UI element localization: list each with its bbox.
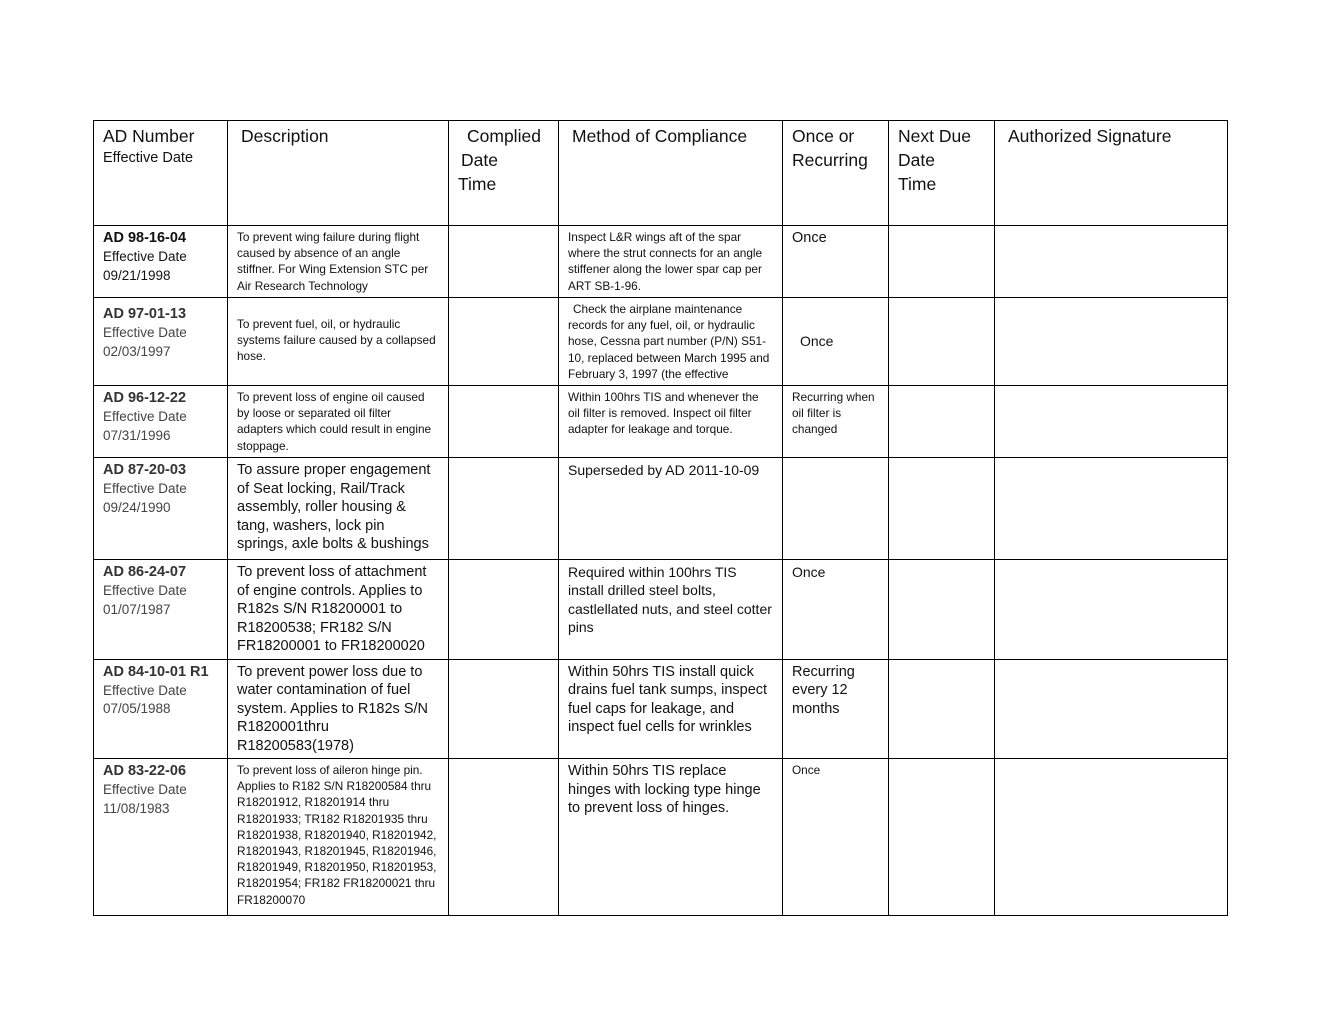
effective-date-label: Effective Date [103,409,187,425]
once-recurring-cell: Recurring every 12 months [783,659,889,759]
description-cell: To prevent loss of aileron hinge pin. Applies to R182 S/N R18200584 thru R18201912, R18201914 thru R18201933; TR182 R18201935 thru R18201938, R18201940, R18201942, R18201943, R18201945, R18201946, R18201949, R18201950, R18201953, R18201954; FR182 FR18200021 thru FR18200070 [228,759,449,916]
ad-number-cell [94,560,228,660]
method-cell: Within 50hrs TIS replace hinges with locking type hinge to prevent loss of hinges. [559,759,783,916]
description-cell: To prevent loss of engine oil caused by loose or separated oil filter adapters which could result in engine stoppage. [228,386,449,458]
header-next-due [889,121,995,226]
effective-date: 07/31/1996 [103,427,171,443]
next-due-cell[interactable] [889,560,995,660]
effective-date-label: Effective Date [103,782,187,798]
effective-date-label: Effective Date [103,249,187,264]
method-cell: Check the airplane maintenance records for any fuel, oil, or hydraulic hose, Cessna part number (P/N) S51-10, replaced between March 1995 and February 3, 1997 (the effective [559,298,783,386]
signature-cell[interactable] [995,386,1228,458]
header-complied-label: Complied [467,126,541,146]
complied-cell[interactable] [449,226,559,298]
ad-number: AD 87-20-03 [103,462,187,479]
ad-number-cell [94,226,228,298]
ad-number-cell [94,759,228,916]
effective-date: 01/07/1987 [103,601,171,617]
header-effective-date-label: Effective Date [103,150,194,166]
complied-cell[interactable] [449,659,559,759]
ad-number: AD 98-16-04 [103,230,187,246]
header-once-label: Once or [792,126,855,146]
header-complied [449,121,559,226]
next-due-cell[interactable] [889,659,995,759]
header-ad-number-label: AD Number [103,126,195,146]
effective-date: 09/21/1998 [103,267,171,283]
complied-cell[interactable] [449,298,559,386]
method-cell: Within 100hrs TIS and whenever the oil filter is removed. Inspect oil filter adapter for leakage and torque. [559,386,783,458]
header-next-due-label: Next Due [898,126,971,146]
effective-date: 09/24/1990 [103,499,171,515]
effective-date-label: Effective Date [103,583,187,599]
method-cell: Inspect L&R wings aft of the spar where the strut connects for an angle stiffener along the lower spar cap per ART SB-1-96. [559,226,783,298]
complied-cell[interactable] [449,458,559,560]
ad-compliance-table [93,120,1228,916]
header-row [94,121,1228,226]
signature-cell[interactable] [995,298,1228,386]
once-recurring-cell: Once [783,560,889,660]
header-next-due-time-label: Time [898,174,937,194]
table-row [94,298,1228,386]
signature-cell[interactable] [995,226,1228,298]
signature-cell[interactable] [995,759,1228,916]
ad-number-cell [94,386,228,458]
description-cell: To prevent loss of attachment of engine controls. Applies to R182s S/N R18200001 to R18200538; FR182 S/N FR18200001 to FR18200020 [228,560,449,660]
header-signature: Authorized Signature [995,121,1228,226]
header-complied-time-label: Time [458,174,497,194]
table-row [94,226,1228,298]
signature-cell[interactable] [995,560,1228,660]
complied-cell[interactable] [449,759,559,916]
description-cell: To prevent fuel, oil, or hydraulic systems failure caused by a collapsed hose. [228,298,449,386]
effective-date-label: Effective Date [103,481,187,497]
method-cell: Superseded by AD 2011-10-09 [559,458,783,560]
effective-date: 07/05/1988 [103,701,171,717]
method-cell: Required within 100hrs TIS install drilled steel bolts, castlellated nuts, and steel cotter pins [559,560,783,660]
table-row [94,386,1228,458]
ad-number: AD 83-22-06 [103,763,187,780]
next-due-cell[interactable] [889,759,995,916]
description-cell: To assure proper engagement of Seat locking, Rail/Track assembly, roller housing & tang, washers, lock pin springs, axle bolts & bushings [228,458,449,560]
header-next-due-date-label: Date [898,150,935,170]
table-row [94,659,1228,759]
complied-cell[interactable] [449,386,559,458]
next-due-cell[interactable] [889,386,995,458]
ad-number-cell [94,659,228,759]
table-row [94,560,1228,660]
table-row [94,458,1228,560]
complied-cell[interactable] [449,560,559,660]
next-due-cell[interactable] [889,226,995,298]
ad-number-cell [94,298,228,386]
header-description: Description [228,121,449,226]
ad-number: AD 84-10-01 R1 [103,663,209,680]
next-due-cell[interactable] [889,298,995,386]
effective-date-label: Effective Date [103,325,187,340]
signature-cell[interactable] [995,458,1228,560]
once-recurring-cell [783,458,889,560]
ad-number: AD 97-01-13 [103,306,187,322]
once-recurring-cell: Once [783,226,889,298]
once-recurring-cell: Once [783,759,889,916]
next-due-cell[interactable] [889,458,995,560]
effective-date: 11/08/1983 [103,800,170,816]
ad-number: AD 86-24-07 [103,564,187,581]
once-recurring-cell: Once [783,298,889,386]
description-cell: To prevent power loss due to water contamination of fuel system. Applies to R182s S/N R1820001thru R18200583(1978) [228,659,449,759]
header-ad-number [94,121,228,226]
header-complied-date-label: Date [461,150,498,170]
ad-number: AD 96-12-22 [103,390,187,407]
header-method: Method of Compliance [559,121,783,226]
effective-date: 02/03/1997 [103,343,171,359]
description-cell: To prevent wing failure during flight caused by absence of an angle stiffner. For Wing Extension STC per Air Research Technology [228,226,449,298]
header-once-recurring [783,121,889,226]
ad-number-cell [94,458,228,560]
signature-cell[interactable] [995,659,1228,759]
table-row [94,759,1228,916]
header-recurring-label: Recurring [792,150,868,170]
once-recurring-cell: Recurring when oil filter is changed [783,386,889,458]
method-cell: Within 50hrs TIS install quick drains fuel tank sumps, inspect fuel caps for leakage, and inspect fuel cells for wrinkles [559,659,783,759]
effective-date-label: Effective Date [103,682,187,698]
